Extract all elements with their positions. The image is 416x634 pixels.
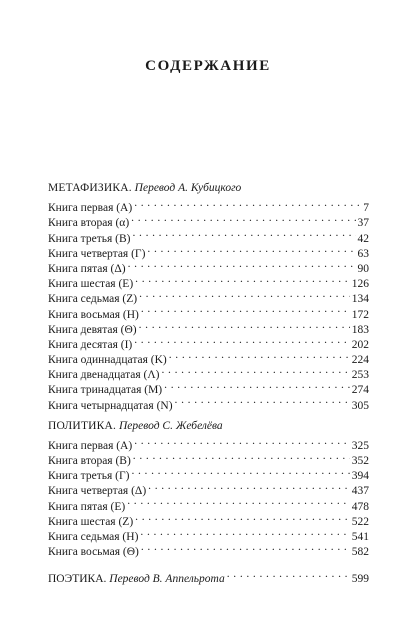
dot-leader: [147, 242, 355, 257]
entry-list: [48, 434, 369, 559]
section-heading: [48, 571, 225, 587]
entry-label: Книга шестая (E): [48, 278, 134, 291]
dot-leader: [132, 226, 355, 241]
page-number: 90: [357, 262, 369, 275]
table-of-contents: [48, 180, 369, 586]
page-number: 522: [351, 515, 369, 528]
dot-leader: [131, 211, 355, 226]
entry-label: Книга восьмая (H): [48, 308, 139, 321]
page-number: 183: [351, 323, 369, 336]
page-number: 42: [357, 232, 369, 245]
entry-label: Книга первая (A): [48, 439, 133, 452]
section-translator: Перевод В. Аппельрота: [109, 573, 225, 586]
section-poetics: [48, 566, 369, 586]
page-number: 63: [357, 247, 369, 260]
page-title: СОДЕРЖАНИЕ: [145, 58, 271, 74]
section-title: МЕТАФИЗИКА.: [48, 182, 132, 194]
dot-leader: [134, 434, 350, 449]
dot-leader: [128, 257, 356, 272]
section-title: ПОЭТИКА.: [48, 573, 107, 586]
dot-leader: [164, 378, 350, 393]
dot-leader: [139, 287, 350, 302]
page-number: 37: [357, 217, 369, 230]
toc-entry[interactable]: [48, 196, 369, 215]
toc-entry[interactable]: [48, 566, 369, 586]
dot-leader: [162, 363, 350, 378]
dot-leader: [127, 494, 350, 509]
page-number: 224: [351, 354, 369, 367]
section-metaphysics: [48, 180, 369, 412]
entry-label: Книга седьмая (Z): [48, 293, 138, 306]
dot-leader: [141, 540, 350, 555]
dot-leader: [131, 464, 349, 479]
entry-label: Книга четвертая (Δ): [48, 485, 147, 498]
section-title: ПОЛИТИКА.: [48, 419, 117, 432]
entry-label: Книга четырнадцатая (N): [48, 399, 173, 412]
dot-leader: [139, 318, 350, 333]
entry-label: Книга шестая (Z): [48, 515, 134, 528]
page-number: 274: [351, 384, 369, 397]
section-heading: [48, 180, 369, 196]
section-heading: [48, 418, 369, 434]
section-politics: [48, 418, 369, 559]
dot-leader: [169, 348, 350, 363]
dot-leader: [133, 449, 350, 464]
entry-label: Книга третья (В): [48, 232, 131, 245]
entry-label: Книга девятая (Θ): [48, 323, 137, 336]
page-number: 253: [351, 369, 369, 382]
dot-leader: [135, 510, 350, 525]
dot-leader: [134, 333, 350, 348]
page-number: 437: [351, 485, 369, 498]
entry-label: Книга тринадцатая (M): [48, 384, 163, 397]
page-number: 305: [351, 399, 369, 412]
page-number: 541: [351, 530, 369, 543]
dot-leader: [175, 393, 350, 408]
page-number: 599: [351, 573, 369, 586]
entry-label: Книга третья (Г): [48, 470, 130, 483]
entry-label: Книга четвертая (Г): [48, 247, 146, 260]
entry-label: Книга вторая (α): [48, 217, 130, 230]
entry-label: Книга восьмая (Θ): [48, 546, 139, 559]
dot-leader: [134, 196, 361, 211]
page-number: 325: [351, 439, 369, 452]
page-number: 394: [351, 470, 369, 483]
page-number: 126: [351, 278, 369, 291]
page-number: 478: [351, 500, 369, 513]
entry-label: Книга одиннадцатая (K): [48, 354, 167, 367]
page-number: 172: [351, 308, 369, 321]
entry-label: Книга седьмая (H): [48, 530, 139, 543]
entry-label: Книга десятая (I): [48, 338, 133, 351]
entry-label: Книга пятая (E): [48, 500, 126, 513]
page-number: 582: [351, 546, 369, 559]
entry-label: Книга пятая (Δ): [48, 262, 126, 275]
dot-leader: [227, 566, 350, 582]
page-number: 7: [363, 202, 369, 215]
dot-leader: [148, 479, 350, 494]
entry-label: Книга вторая (B): [48, 455, 131, 467]
toc-entry[interactable]: [48, 434, 369, 452]
section-translator: Перевод А. Кубицкого: [134, 182, 242, 194]
entry-label: Книга двенадцатая (Λ): [48, 369, 160, 382]
dot-leader: [140, 525, 349, 540]
dot-leader: [141, 302, 350, 317]
page-number: 202: [351, 338, 369, 351]
page-number: 134: [351, 293, 369, 306]
section-translator: Перевод С. Жебелёва: [119, 419, 223, 432]
dot-leader: [135, 272, 350, 287]
page-number: 352: [351, 455, 369, 467]
entry-list: [48, 196, 369, 412]
entry-label: Книга первая (А): [48, 202, 133, 215]
